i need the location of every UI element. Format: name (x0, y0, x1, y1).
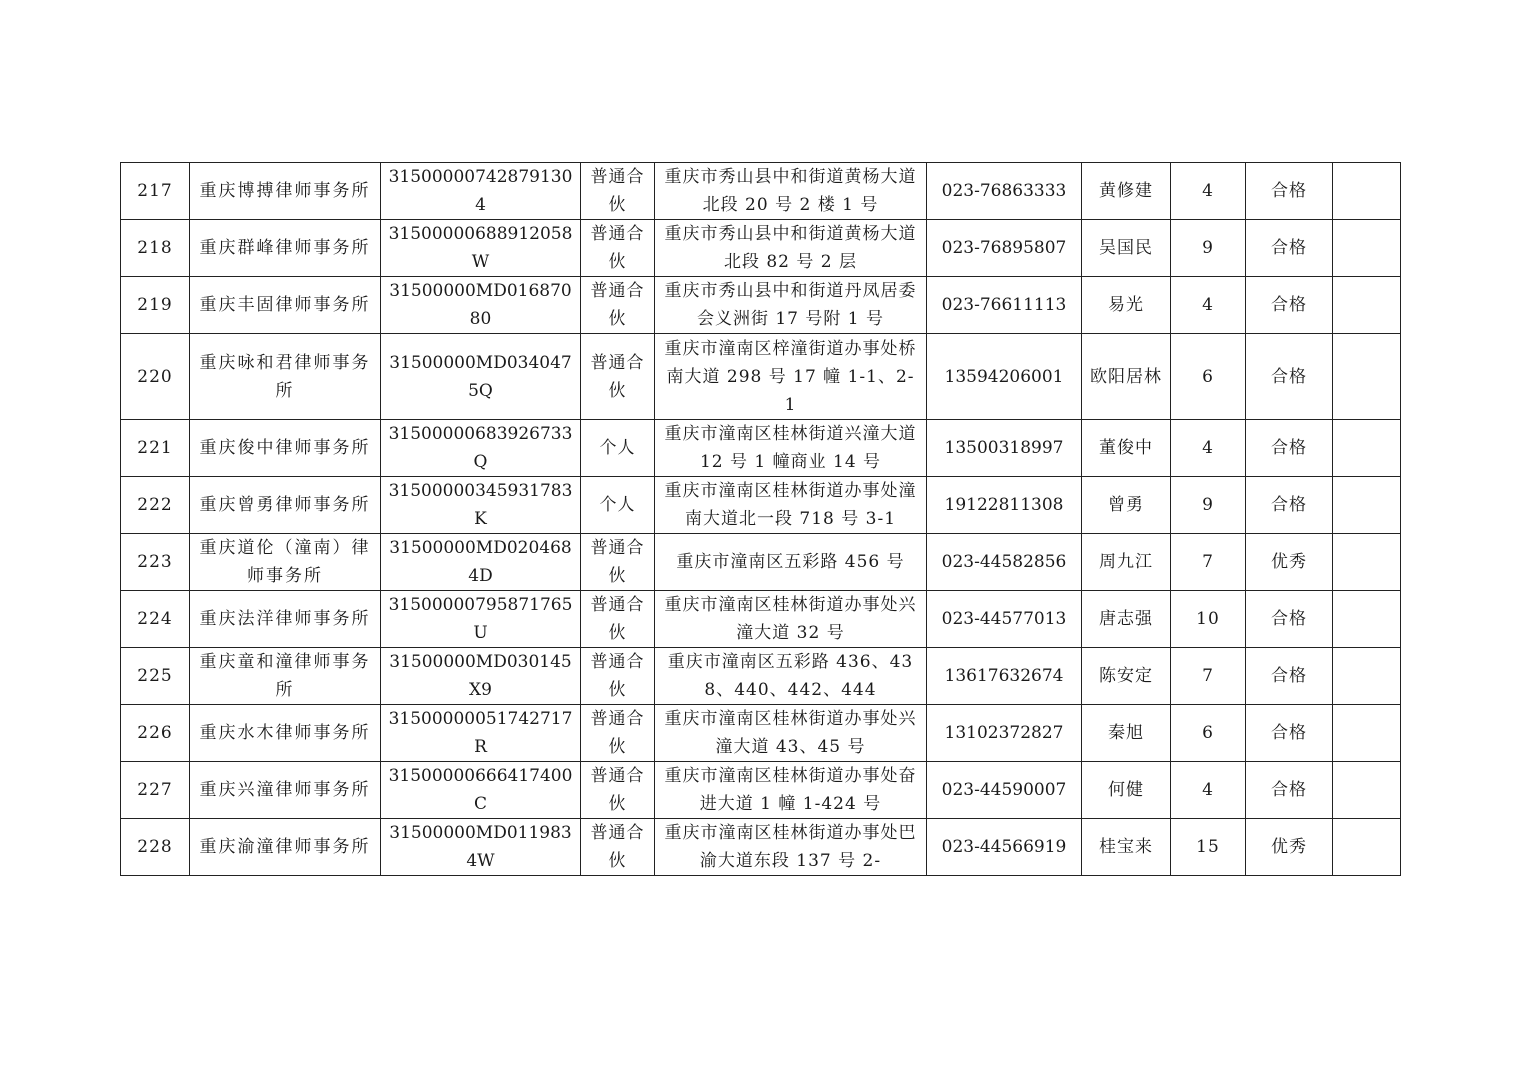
cell-phone: 13102372827 (927, 705, 1082, 762)
cell-credit-code: 31500000051742717R (381, 705, 581, 762)
table-row (121, 591, 1401, 648)
cell-credit-code: 31500000688912058W (381, 220, 581, 277)
cell-org-type: 普通合伙 (581, 819, 655, 876)
table-row (121, 334, 1401, 420)
cell-lawyer-count: 9 (1171, 220, 1246, 277)
cell-assessment-result: 合格 (1246, 277, 1333, 334)
cell-remark (1333, 163, 1401, 220)
cell-firm-name: 重庆渝潼律师事务所 (190, 819, 381, 876)
table-row (121, 819, 1401, 876)
cell-lawyer-count: 7 (1171, 648, 1246, 705)
cell-org-type: 普通合伙 (581, 220, 655, 277)
cell-credit-code: 31500000MD0204684D (381, 534, 581, 591)
cell-org-type: 普通合伙 (581, 591, 655, 648)
cell-phone: 023-76863333 (927, 163, 1082, 220)
cell-address: 重庆市秀山县中和街道丹凤居委会义洲街 17 号附 1 号 (655, 277, 927, 334)
cell-remark (1333, 591, 1401, 648)
cell-remark (1333, 648, 1401, 705)
law-firm-registry-table (120, 162, 1401, 876)
table-row (121, 534, 1401, 591)
cell-number: 221 (121, 420, 190, 477)
table-row (121, 762, 1401, 819)
cell-number: 219 (121, 277, 190, 334)
cell-address: 重庆市潼南区五彩路 436、438、440、442、444 (655, 648, 927, 705)
cell-lawyer-count: 15 (1171, 819, 1246, 876)
cell-responsible-person: 桂宝来 (1082, 819, 1171, 876)
cell-responsible-person: 董俊中 (1082, 420, 1171, 477)
cell-assessment-result: 优秀 (1246, 819, 1333, 876)
cell-responsible-person: 黄修建 (1082, 163, 1171, 220)
cell-assessment-result: 合格 (1246, 220, 1333, 277)
cell-credit-code: 31500000795871765U (381, 591, 581, 648)
cell-address: 重庆市潼南区桂林街道办事处巴渝大道东段 137 号 2- (655, 819, 927, 876)
table-row (121, 705, 1401, 762)
cell-number: 222 (121, 477, 190, 534)
cell-credit-code: 31500000345931783K (381, 477, 581, 534)
cell-firm-name: 重庆水木律师事务所 (190, 705, 381, 762)
cell-firm-name: 重庆博搏律师事务所 (190, 163, 381, 220)
cell-number: 225 (121, 648, 190, 705)
cell-firm-name: 重庆法洋律师事务所 (190, 591, 381, 648)
cell-credit-code: 31500000683926733Q (381, 420, 581, 477)
cell-firm-name: 重庆群峰律师事务所 (190, 220, 381, 277)
cell-phone: 023-76895807 (927, 220, 1082, 277)
cell-credit-code: 31500000742879130​4 (381, 163, 581, 220)
cell-lawyer-count: 6 (1171, 705, 1246, 762)
cell-assessment-result: 合格 (1246, 420, 1333, 477)
table-row (121, 420, 1401, 477)
cell-number: 223 (121, 534, 190, 591)
cell-org-type: 个人 (581, 420, 655, 477)
cell-org-type: 普通合伙 (581, 762, 655, 819)
cell-assessment-result: 合格 (1246, 477, 1333, 534)
cell-remark (1333, 705, 1401, 762)
cell-credit-code: 31500000MD030145X9 (381, 648, 581, 705)
cell-responsible-person: 易光 (1082, 277, 1171, 334)
cell-firm-name: 重庆丰固律师事务所 (190, 277, 381, 334)
cell-firm-name: 重庆俊中律师事务所 (190, 420, 381, 477)
cell-remark (1333, 334, 1401, 420)
cell-phone: 023-44566919 (927, 819, 1082, 876)
cell-org-type: 普通合伙 (581, 534, 655, 591)
cell-address: 重庆市潼南区梓潼街道办事处桥南大道 298 号 17 幢 1-1、2-1 (655, 334, 927, 420)
cell-remark (1333, 477, 1401, 534)
cell-credit-code: 31500000MD0119834W (381, 819, 581, 876)
cell-address: 重庆市潼南区桂林街道办事处兴潼大道 32 号 (655, 591, 927, 648)
cell-assessment-result: 合格 (1246, 334, 1333, 420)
cell-phone: 023-44582856 (927, 534, 1082, 591)
cell-lawyer-count: 6 (1171, 334, 1246, 420)
cell-responsible-person: 秦旭 (1082, 705, 1171, 762)
cell-number: 218 (121, 220, 190, 277)
cell-responsible-person: 欧阳居林 (1082, 334, 1171, 420)
cell-address: 重庆市潼南区五彩路 456 号 (655, 534, 927, 591)
cell-address: 重庆市潼南区桂林街道办事处潼南大道北一段 718 号 3-1 (655, 477, 927, 534)
cell-remark (1333, 220, 1401, 277)
table-row (121, 220, 1401, 277)
cell-address: 重庆市潼南区桂林街道兴潼大道 12 号 1 幢商业 14 号 (655, 420, 927, 477)
cell-phone: 13500318997 (927, 420, 1082, 477)
cell-number: 228 (121, 819, 190, 876)
cell-assessment-result: 合格 (1246, 648, 1333, 705)
cell-responsible-person: 唐志强 (1082, 591, 1171, 648)
cell-phone: 023-76611113 (927, 277, 1082, 334)
cell-org-type: 普通合伙 (581, 163, 655, 220)
cell-remark (1333, 277, 1401, 334)
cell-firm-name: 重庆道伦（潼南）律师事务所 (190, 534, 381, 591)
cell-lawyer-count: 4 (1171, 762, 1246, 819)
cell-lawyer-count: 10 (1171, 591, 1246, 648)
cell-lawyer-count: 9 (1171, 477, 1246, 534)
cell-assessment-result: 合格 (1246, 591, 1333, 648)
cell-responsible-person: 曾勇 (1082, 477, 1171, 534)
cell-remark (1333, 762, 1401, 819)
cell-remark (1333, 534, 1401, 591)
cell-lawyer-count: 4 (1171, 420, 1246, 477)
cell-firm-name: 重庆咏和君律师事务所 (190, 334, 381, 420)
table-row (121, 163, 1401, 220)
cell-credit-code: 31500000MD0340475Q (381, 334, 581, 420)
cell-assessment-result: 合格 (1246, 705, 1333, 762)
cell-number: 227 (121, 762, 190, 819)
cell-responsible-person: 何健 (1082, 762, 1171, 819)
cell-assessment-result: 合格 (1246, 762, 1333, 819)
cell-phone: 13617632674 (927, 648, 1082, 705)
cell-number: 220 (121, 334, 190, 420)
cell-phone: 023-44590007 (927, 762, 1082, 819)
cell-lawyer-count: 7 (1171, 534, 1246, 591)
cell-phone: 023-44577013 (927, 591, 1082, 648)
cell-address: 重庆市潼南区桂林街道办事处兴潼大道 43、45 号 (655, 705, 927, 762)
cell-org-type: 普通合伙 (581, 705, 655, 762)
cell-credit-code: 31500000666417400C (381, 762, 581, 819)
cell-address: 重庆市秀山县中和街道黄杨大道北段 82 号 2 层 (655, 220, 927, 277)
table-row (121, 648, 1401, 705)
cell-assessment-result: 优秀 (1246, 534, 1333, 591)
cell-remark (1333, 420, 1401, 477)
table-row (121, 477, 1401, 534)
cell-org-type: 普通合伙 (581, 277, 655, 334)
cell-org-type: 普通合伙 (581, 648, 655, 705)
cell-org-type: 个人 (581, 477, 655, 534)
cell-firm-name: 重庆童和潼律师事务所 (190, 648, 381, 705)
cell-address: 重庆市潼南区桂林街道办事处奋进大道 1 幢 1-424 号 (655, 762, 927, 819)
cell-phone: 13594206001 (927, 334, 1082, 420)
cell-lawyer-count: 4 (1171, 163, 1246, 220)
cell-assessment-result: 合格 (1246, 163, 1333, 220)
cell-lawyer-count: 4 (1171, 277, 1246, 334)
cell-address: 重庆市秀山县中和街道黄杨大道北段 20 号 2 楼 1 号 (655, 163, 927, 220)
table-row (121, 277, 1401, 334)
cell-responsible-person: 陈安定 (1082, 648, 1171, 705)
cell-number: 217 (121, 163, 190, 220)
cell-firm-name: 重庆曾勇律师事务所 (190, 477, 381, 534)
cell-responsible-person: 吴国民 (1082, 220, 1171, 277)
cell-remark (1333, 819, 1401, 876)
cell-number: 224 (121, 591, 190, 648)
cell-org-type: 普通合伙 (581, 334, 655, 420)
cell-phone: 19122811308 (927, 477, 1082, 534)
cell-number: 226 (121, 705, 190, 762)
table-body (121, 163, 1401, 876)
cell-responsible-person: 周九江 (1082, 534, 1171, 591)
cell-firm-name: 重庆兴潼律师事务所 (190, 762, 381, 819)
cell-credit-code: 31500000MD01687080 (381, 277, 581, 334)
